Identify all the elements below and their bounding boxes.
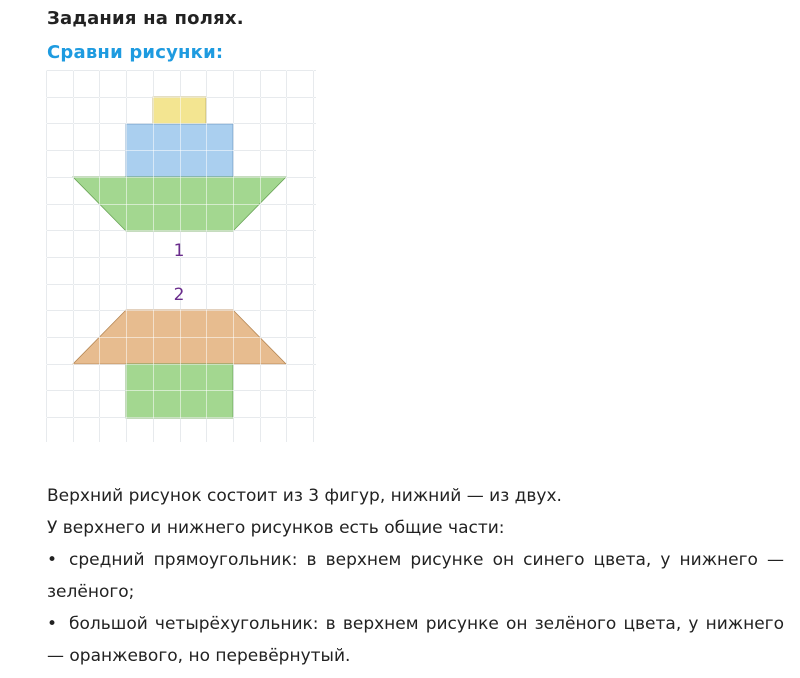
- task-heading: Задания на полях.: [47, 8, 244, 29]
- bullet-mark: •: [47, 550, 58, 570]
- bullet-text-quadrilateral: большой четырёхугольник: в верхнем рисунке он зелёного цвета, у нижнего — оранжевого, но перевёрнутый.: [47, 614, 784, 666]
- bullet-item-quadrilateral: [14, 608, 784, 672]
- task-instruction: Сравни рисунки:: [47, 42, 224, 63]
- grid-figure: [46, 70, 316, 442]
- figure-label-2: 2: [173, 285, 185, 305]
- top-figure: [73, 97, 286, 231]
- answer-line-1: Верхний рисунок состоит из 3 фигур, нижний — из двух.: [47, 486, 562, 506]
- bullet-mark: •: [47, 614, 58, 634]
- figure-label-1: 1: [173, 241, 185, 261]
- answer-text: [14, 480, 784, 672]
- bullet-item-rectangle: [14, 544, 784, 608]
- answer-line-2: У верхнего и нижнего рисунков есть общие части:: [47, 518, 505, 538]
- bullet-text-rectangle: средний прямоугольник: в верхнем рисунке он синего цвета, у нижнего — зелёного;: [47, 550, 784, 602]
- top-yellow-rectangle: [153, 97, 206, 124]
